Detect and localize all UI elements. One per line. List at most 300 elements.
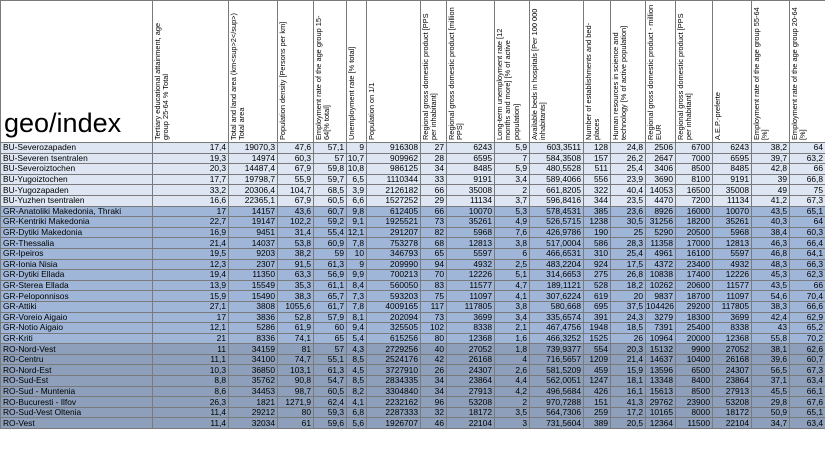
table-cell[interactable]: 68 — [421, 238, 447, 249]
table-cell[interactable]: 596,8416 — [530, 195, 584, 206]
table-cell[interactable]: 34 — [421, 376, 447, 387]
table-cell[interactable]: 42 — [421, 354, 447, 365]
table-cell[interactable]: 47,6 — [278, 143, 314, 154]
table-cell[interactable]: 73 — [421, 217, 447, 228]
table-cell[interactable]: 1055,6 — [278, 301, 314, 312]
table-cell[interactable]: 56,9 — [314, 270, 347, 281]
table-cell[interactable]: 75 — [421, 291, 447, 302]
table-cell[interactable]: 104426 — [646, 301, 674, 312]
table-cell[interactable]: 3,7 — [495, 195, 530, 206]
table-cell[interactable]: 55,1 — [314, 354, 347, 365]
table-cell[interactable]: 6,5 — [347, 174, 367, 185]
table-cell[interactable]: 37,5 — [611, 301, 646, 312]
table-cell[interactable]: 98,7 — [278, 386, 314, 397]
table-cell[interactable]: 48,3 — [752, 259, 790, 270]
table-cell[interactable]: 57 — [314, 344, 347, 355]
table-cell[interactable]: 65,7 — [314, 291, 347, 302]
table-cell[interactable]: 20 — [611, 291, 646, 302]
table-cell[interactable]: 67,9 — [278, 195, 314, 206]
table-cell[interactable]: 480,5528 — [530, 164, 584, 175]
table-cell[interactable]: 6700 — [676, 143, 713, 154]
table-cell[interactable]: 4,4 — [495, 376, 530, 387]
table-cell[interactable]: 8,4 — [347, 280, 367, 291]
region-name-cell[interactable]: GR-Ipeiros — [1, 248, 153, 259]
table-cell[interactable]: 61,9 — [278, 323, 314, 334]
table-cell[interactable]: 11577 — [713, 280, 752, 291]
table-cell[interactable]: 28 — [421, 153, 447, 164]
table-cell[interactable]: 17 — [153, 312, 229, 323]
table-cell[interactable]: 12364 — [646, 418, 676, 429]
column-header[interactable] — [790, 1, 825, 143]
table-cell[interactable]: 1525 — [584, 333, 611, 344]
table-cell[interactable]: 924 — [584, 259, 611, 270]
table-cell[interactable]: 45,3 — [752, 270, 790, 281]
table-cell[interactable]: 189,1121 — [530, 280, 584, 291]
table-cell[interactable]: 66 — [790, 164, 825, 175]
table-cell[interactable]: 10838 — [646, 270, 676, 281]
table-cell[interactable]: 33 — [421, 174, 447, 185]
table-cell[interactable]: 60,3 — [278, 153, 314, 164]
table-cell[interactable]: 41,3 — [611, 397, 646, 408]
table-cell[interactable]: 26168 — [713, 354, 752, 365]
table-cell[interactable]: 128 — [584, 143, 611, 154]
table-cell[interactable]: 12813 — [713, 238, 752, 249]
table-cell[interactable]: 593203 — [367, 291, 421, 302]
table-cell[interactable]: 21,4 — [153, 238, 229, 249]
table-cell[interactable]: 40 — [421, 344, 447, 355]
table-cell[interactable]: 60,9 — [314, 238, 347, 249]
table-cell[interactable]: 73 — [421, 312, 447, 323]
table-cell[interactable]: 9,8 — [347, 206, 367, 217]
table-cell[interactable]: 52,8 — [278, 312, 314, 323]
table-cell[interactable]: 30,5 — [611, 217, 646, 228]
table-cell[interactable]: 11134 — [447, 195, 495, 206]
table-cell[interactable]: 32 — [421, 407, 447, 418]
table-cell[interactable]: 61,3 — [314, 259, 347, 270]
table-cell[interactable]: 12368 — [447, 333, 495, 344]
table-cell[interactable]: 62,9 — [790, 312, 825, 323]
table-cell[interactable]: 151 — [584, 397, 611, 408]
table-cell[interactable]: 31,4 — [278, 227, 314, 238]
table-cell[interactable]: 4372 — [646, 259, 676, 270]
table-cell[interactable]: 5,4 — [347, 333, 367, 344]
column-header[interactable] — [229, 1, 278, 143]
table-cell[interactable]: 25 — [611, 227, 646, 238]
table-cell[interactable]: 259 — [584, 407, 611, 418]
table-cell[interactable]: 23,9 — [611, 174, 646, 185]
table-cell[interactable]: 23864 — [713, 376, 752, 387]
table-cell[interactable]: 2729256 — [367, 344, 421, 355]
table-cell[interactable]: 27913 — [447, 386, 495, 397]
table-cell[interactable]: 66,6 — [790, 301, 825, 312]
table-cell[interactable]: 31256 — [646, 217, 676, 228]
table-cell[interactable]: 986125 — [367, 164, 421, 175]
table-cell[interactable]: 2287333 — [367, 407, 421, 418]
region-name-cell[interactable]: RO-Sud-Est — [1, 376, 153, 387]
table-cell[interactable]: 66,3 — [790, 259, 825, 270]
table-cell[interactable]: 62,3 — [790, 270, 825, 281]
table-cell[interactable]: 7,6 — [495, 227, 530, 238]
table-cell[interactable]: 63,3 — [278, 270, 314, 281]
table-cell[interactable]: 18172 — [713, 407, 752, 418]
table-cell[interactable]: 8000 — [676, 407, 713, 418]
region-name-cell[interactable]: GR-Kriti — [1, 333, 153, 344]
table-cell[interactable]: 40,4 — [611, 185, 646, 196]
table-cell[interactable]: 59,2 — [314, 217, 347, 228]
region-name-cell[interactable]: BU-Yugoiztochen — [1, 174, 153, 185]
table-cell[interactable]: 17,4 — [153, 143, 229, 154]
table-cell[interactable]: 80 — [278, 407, 314, 418]
table-cell[interactable]: 511 — [584, 164, 611, 175]
table-cell[interactable]: 10070 — [447, 206, 495, 217]
table-cell[interactable]: 35261 — [447, 217, 495, 228]
table-cell[interactable]: 8,6 — [153, 386, 229, 397]
table-cell[interactable]: 38,2 — [752, 143, 790, 154]
region-name-cell[interactable]: GR-Voreio Aigaio — [1, 312, 153, 323]
table-cell[interactable]: 34 — [421, 386, 447, 397]
table-cell[interactable]: 17400 — [676, 270, 713, 281]
table-cell[interactable]: 59,6 — [314, 418, 347, 429]
table-cell[interactable]: 916308 — [367, 143, 421, 154]
table-cell[interactable]: 34100 — [229, 354, 278, 365]
table-cell[interactable]: 391 — [584, 312, 611, 323]
table-cell[interactable]: 2506 — [646, 143, 676, 154]
table-cell[interactable]: 35008 — [713, 185, 752, 196]
table-cell[interactable]: 1,8 — [495, 344, 530, 355]
table-cell[interactable]: 8485 — [447, 164, 495, 175]
table-cell[interactable]: 102 — [421, 323, 447, 334]
table-cell[interactable]: 65 — [421, 248, 447, 259]
table-cell[interactable]: 63,2 — [790, 153, 825, 164]
table-cell[interactable]: 66 — [421, 206, 447, 217]
table-cell[interactable]: 496,5684 — [530, 386, 584, 397]
table-cell[interactable]: 335,6574 — [530, 312, 584, 323]
table-cell[interactable]: 42,8 — [752, 164, 790, 175]
table-cell[interactable]: 2,1 — [495, 323, 530, 334]
table-cell[interactable]: 49 — [752, 185, 790, 196]
table-cell[interactable]: 35762 — [229, 376, 278, 387]
table-cell[interactable]: 64 — [790, 143, 825, 154]
table-cell[interactable]: 102,2 — [278, 217, 314, 228]
table-cell[interactable]: 91,5 — [278, 259, 314, 270]
table-cell[interactable]: 26,3 — [153, 397, 229, 408]
table-cell[interactable]: 20,3 — [153, 164, 229, 175]
table-cell[interactable]: 4932 — [447, 259, 495, 270]
table-cell[interactable]: 8100 — [676, 174, 713, 185]
table-cell[interactable]: 60 — [314, 323, 347, 334]
table-cell[interactable]: 14037 — [229, 238, 278, 249]
table-cell[interactable]: 14157 — [229, 206, 278, 217]
table-cell[interactable]: 60,5 — [314, 386, 347, 397]
region-name-cell[interactable]: GR-Peloponnisos — [1, 291, 153, 302]
table-cell[interactable]: 26,8 — [611, 270, 646, 281]
table-cell[interactable]: 22104 — [713, 418, 752, 429]
table-cell[interactable]: 41,2 — [752, 195, 790, 206]
table-cell[interactable]: 82 — [421, 227, 447, 238]
table-cell[interactable]: 3699 — [447, 312, 495, 323]
region-name-cell[interactable]: RO-Sud - Muntenia — [1, 386, 153, 397]
table-cell[interactable]: 61,3 — [314, 365, 347, 376]
table-cell[interactable]: 6243 — [713, 143, 752, 154]
table-cell[interactable]: 1238 — [584, 217, 611, 228]
table-cell[interactable]: 25,4 — [611, 164, 646, 175]
table-cell[interactable]: 18300 — [676, 312, 713, 323]
table-cell[interactable]: 3699 — [713, 312, 752, 323]
table-cell[interactable]: 3,8 — [495, 238, 530, 249]
table-cell[interactable]: 3304840 — [367, 386, 421, 397]
table-cell[interactable]: 11097 — [713, 291, 752, 302]
table-cell[interactable]: 23864 — [447, 376, 495, 387]
table-cell[interactable]: 14974 — [229, 153, 278, 164]
table-cell[interactable]: 1948 — [584, 323, 611, 334]
region-name-cell[interactable]: BU-Yugozapaden — [1, 185, 153, 196]
table-cell[interactable]: 24307 — [713, 365, 752, 376]
table-cell[interactable]: 54,7 — [314, 376, 347, 387]
table-cell[interactable]: 467,4756 — [530, 323, 584, 334]
table-cell[interactable]: 12813 — [447, 238, 495, 249]
table-cell[interactable]: 10400 — [676, 354, 713, 365]
table-cell[interactable]: 307,6224 — [530, 291, 584, 302]
table-cell[interactable]: 59,3 — [314, 407, 347, 418]
region-name-cell[interactable]: GR-Ionia Nisia — [1, 259, 153, 270]
table-cell[interactable]: 61 — [278, 418, 314, 429]
table-cell[interactable]: 9451 — [229, 227, 278, 238]
table-cell[interactable]: 54,6 — [752, 291, 790, 302]
table-cell[interactable]: 5,9 — [495, 164, 530, 175]
table-cell[interactable]: 1821 — [229, 397, 278, 408]
table-cell[interactable]: 16100 — [676, 248, 713, 259]
column-header[interactable] — [495, 1, 530, 143]
region-name-cell[interactable]: RO-Nord-Est — [1, 365, 153, 376]
table-cell[interactable]: 11,1 — [153, 354, 229, 365]
table-cell[interactable]: 53,8 — [278, 238, 314, 249]
table-cell[interactable]: 25,4 — [611, 248, 646, 259]
table-cell[interactable]: 46,3 — [752, 238, 790, 249]
table-cell[interactable]: 43,5 — [752, 280, 790, 291]
table-cell[interactable]: 21,4 — [611, 354, 646, 365]
table-cell[interactable]: 55,8 — [752, 333, 790, 344]
table-cell[interactable]: 5,3 — [495, 206, 530, 217]
table-cell[interactable]: 40,3 — [752, 217, 790, 228]
table-cell[interactable]: 29762 — [646, 397, 676, 408]
table-cell[interactable]: 8400 — [676, 376, 713, 387]
table-cell[interactable]: 20,5 — [611, 418, 646, 429]
table-cell[interactable]: 6,8 — [347, 407, 367, 418]
table-cell[interactable]: 26,2 — [611, 153, 646, 164]
table-cell[interactable]: 57,9 — [314, 312, 347, 323]
table-cell[interactable]: 16,9 — [153, 227, 229, 238]
table-cell[interactable]: 8338 — [713, 323, 752, 334]
table-cell[interactable]: 19798,7 — [229, 174, 278, 185]
table-cell[interactable]: 39,7 — [752, 153, 790, 164]
table-cell[interactable]: 66 — [790, 280, 825, 291]
table-cell[interactable]: 12,1 — [347, 227, 367, 238]
table-cell[interactable]: 9837 — [646, 291, 676, 302]
table-cell[interactable]: 20,3 — [611, 344, 646, 355]
table-cell[interactable]: 17,2 — [611, 407, 646, 418]
table-cell[interactable]: 25400 — [676, 323, 713, 334]
table-cell[interactable]: 695 — [584, 301, 611, 312]
table-cell[interactable]: 38,3 — [278, 291, 314, 302]
table-cell[interactable]: 2126182 — [367, 185, 421, 196]
table-cell[interactable]: 8,1 — [347, 312, 367, 323]
table-cell[interactable]: 12,3 — [153, 259, 229, 270]
table-cell[interactable]: 22,7 — [153, 217, 229, 228]
column-header[interactable] — [530, 1, 584, 143]
table-cell[interactable]: 43,6 — [278, 206, 314, 217]
table-cell[interactable]: 700213 — [367, 270, 421, 281]
table-cell[interactable]: 26 — [611, 333, 646, 344]
table-cell[interactable]: 2,6 — [495, 365, 530, 376]
table-cell[interactable]: 43,5 — [752, 206, 790, 217]
column-header[interactable] — [584, 1, 611, 143]
table-cell[interactable]: 310 — [584, 248, 611, 259]
table-cell[interactable]: 12226 — [713, 270, 752, 281]
table-cell[interactable]: 65,2 — [790, 323, 825, 334]
region-name-cell[interactable]: GR-Kentriki Makedonia — [1, 217, 153, 228]
table-cell[interactable]: 909962 — [367, 153, 421, 164]
table-cell[interactable]: 291207 — [367, 227, 421, 238]
table-cell[interactable]: 66,4 — [790, 238, 825, 249]
table-cell[interactable]: 466,6531 — [530, 248, 584, 259]
table-cell[interactable]: 8,2 — [347, 386, 367, 397]
table-cell[interactable]: 11500 — [676, 418, 713, 429]
table-cell[interactable]: 9,4 — [347, 323, 367, 334]
table-cell[interactable]: 34,7 — [752, 418, 790, 429]
table-cell[interactable]: 59 — [314, 248, 347, 259]
table-cell[interactable]: 62,4 — [314, 397, 347, 408]
table-cell[interactable]: 66,8 — [790, 174, 825, 185]
table-cell[interactable]: 27052 — [713, 344, 752, 355]
table-cell[interactable]: 11 — [153, 344, 229, 355]
table-cell[interactable]: 3,9 — [347, 185, 367, 196]
table-cell[interactable]: 157 — [584, 153, 611, 164]
table-cell[interactable]: 5,1 — [495, 270, 530, 281]
table-cell[interactable]: 19,4 — [153, 270, 229, 281]
table-cell[interactable]: 24,8 — [611, 143, 646, 154]
table-cell[interactable]: 33,2 — [153, 185, 229, 196]
table-cell[interactable]: 28,3 — [611, 238, 646, 249]
table-cell[interactable]: 34453 — [229, 386, 278, 397]
table-cell[interactable]: 4,7 — [495, 280, 530, 291]
table-cell[interactable]: 56,5 — [752, 365, 790, 376]
table-cell[interactable]: 74,7 — [278, 354, 314, 365]
table-cell[interactable]: 63,4 — [790, 418, 825, 429]
region-name-cell[interactable]: GR-Thessalia — [1, 238, 153, 249]
table-cell[interactable]: 18,5 — [611, 323, 646, 334]
table-cell[interactable]: 43 — [752, 323, 790, 334]
table-cell[interactable]: 7,8 — [347, 238, 367, 249]
table-cell[interactable]: 661,8205 — [530, 185, 584, 196]
table-cell[interactable]: 9,1 — [347, 217, 367, 228]
region-name-cell[interactable]: BU-Severoiztochen — [1, 164, 153, 175]
table-cell[interactable]: 1209 — [584, 354, 611, 365]
table-cell[interactable]: 5,6 — [347, 418, 367, 429]
table-cell[interactable]: 344 — [584, 195, 611, 206]
table-cell[interactable]: 11358 — [646, 238, 676, 249]
table-cell[interactable]: 20500 — [676, 227, 713, 238]
table-cell[interactable]: 517,0004 — [530, 238, 584, 249]
table-cell[interactable]: 68,5 — [314, 185, 347, 196]
table-cell[interactable]: 9 — [347, 143, 367, 154]
table-cell[interactable]: 65,1 — [790, 407, 825, 418]
table-cell[interactable]: 8338 — [447, 323, 495, 334]
table-cell[interactable]: 1926707 — [367, 418, 421, 429]
table-cell[interactable]: 21 — [153, 333, 229, 344]
table-cell[interactable]: 55,4 — [314, 227, 347, 238]
table-cell[interactable]: 731,5604 — [530, 418, 584, 429]
table-cell[interactable]: 19070,3 — [229, 143, 278, 154]
table-cell[interactable]: 8485 — [713, 164, 752, 175]
table-cell[interactable]: 10165 — [646, 407, 676, 418]
column-header[interactable] — [347, 1, 367, 143]
table-cell[interactable]: 2 — [495, 185, 530, 196]
table-cell[interactable]: 11,4 — [153, 407, 229, 418]
table-cell[interactable]: 3279 — [646, 312, 676, 323]
table-cell[interactable]: 10,3 — [153, 365, 229, 376]
table-cell[interactable]: 19,3 — [153, 153, 229, 164]
table-cell[interactable]: 4 — [495, 354, 530, 365]
table-cell[interactable]: 24307 — [447, 365, 495, 376]
table-cell[interactable]: 39 — [752, 174, 790, 185]
table-cell[interactable]: 603,3511 — [530, 143, 584, 154]
table-cell[interactable]: 1247 — [584, 376, 611, 387]
region-name-cell[interactable]: GR-Anatoliki Makedonia, Thraki — [1, 206, 153, 217]
table-cell[interactable]: 35261 — [713, 217, 752, 228]
table-cell[interactable]: 117805 — [713, 301, 752, 312]
table-cell[interactable]: 615256 — [367, 333, 421, 344]
table-cell[interactable]: 23,6 — [611, 206, 646, 217]
table-cell[interactable]: 526,5715 — [530, 217, 584, 228]
region-name-cell[interactable]: RO-Vest — [1, 418, 153, 429]
column-header[interactable] — [447, 1, 495, 143]
table-cell[interactable]: 6243 — [447, 143, 495, 154]
table-cell[interactable]: 18172 — [447, 407, 495, 418]
table-cell[interactable]: 39,6 — [752, 354, 790, 365]
table-cell[interactable]: 9203 — [229, 248, 278, 259]
table-cell[interactable]: 7000 — [676, 153, 713, 164]
region-name-cell[interactable]: GR-Attiki — [1, 301, 153, 312]
table-cell[interactable]: 19147 — [229, 217, 278, 228]
table-cell[interactable]: 5968 — [447, 227, 495, 238]
table-cell[interactable]: 67,3 — [790, 195, 825, 206]
table-cell[interactable]: 1271,9 — [278, 397, 314, 408]
table-cell[interactable]: 4,1 — [347, 397, 367, 408]
table-cell[interactable]: 117805 — [447, 301, 495, 312]
table-cell[interactable]: 9 — [347, 259, 367, 270]
column-header[interactable] — [314, 1, 347, 143]
table-cell[interactable]: 6,6 — [347, 195, 367, 206]
table-cell[interactable]: 1,6 — [495, 333, 530, 344]
table-cell[interactable]: 27 — [421, 143, 447, 154]
table-cell[interactable]: 38,3 — [752, 301, 790, 312]
table-cell[interactable]: 8,5 — [347, 376, 367, 387]
table-cell[interactable]: 3,5 — [495, 407, 530, 418]
table-cell[interactable]: 560050 — [367, 280, 421, 291]
table-cell[interactable]: 586 — [584, 238, 611, 249]
table-cell[interactable]: 3808 — [229, 301, 278, 312]
table-cell[interactable]: 65 — [314, 333, 347, 344]
table-cell[interactable]: 15132 — [646, 344, 676, 355]
table-cell[interactable]: 16,6 — [153, 195, 229, 206]
table-cell[interactable]: 22365,1 — [229, 195, 278, 206]
table-cell[interactable]: 42,4 — [752, 312, 790, 323]
table-cell[interactable]: 20306,4 — [229, 185, 278, 196]
table-cell[interactable]: 4932 — [713, 259, 752, 270]
table-cell[interactable]: 16000 — [676, 206, 713, 217]
table-cell[interactable]: 37,1 — [752, 376, 790, 387]
table-cell[interactable]: 1110344 — [367, 174, 421, 185]
